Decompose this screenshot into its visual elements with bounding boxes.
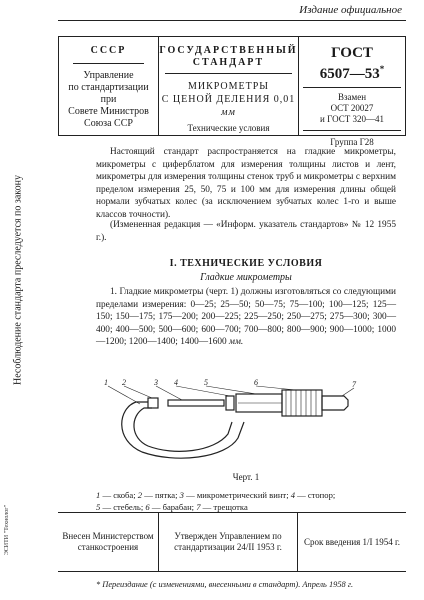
agency-line: по стандартизации — [68, 82, 149, 93]
header-middle-cell — [159, 37, 299, 135]
intro-paragraph: Настоящий стандарт распространяется на гладкие микрометры, микрометры с циферблатом для измерения толщины листов и лент, микрометры для измерения толщины стенок труб и микрометры с верхним пределом измерения 25, 50, 75 и 100 мм для измерения длины общей нормали зубчатых колес (за исключением зубчатых колес 1-го и выше классов точности). — [96, 147, 396, 220]
edition-note: Издание официальное — [299, 4, 402, 16]
divider — [165, 73, 292, 74]
gost-number: 6507—53* — [319, 64, 385, 82]
agency-line: Совете Министров — [68, 106, 149, 117]
figure-label-5: 5 — [204, 378, 208, 387]
section-title: I. ТЕХНИЧЕСКИЕ УСЛОВИЯ — [169, 258, 323, 269]
figure-label-3: 3 — [154, 378, 158, 387]
approved-by: Утвержден Управлением по стандартизации 24/II 1953 г. — [158, 513, 298, 571]
figure-label-4: 4 — [174, 378, 178, 387]
country-label: СССР — [90, 45, 127, 56]
header-table — [58, 36, 406, 147]
document-title: МИКРОМЕТРЫ С ЦЕНОЙ ДЕЛЕНИЯ 0,01 мм — [161, 81, 296, 118]
divider — [303, 87, 401, 88]
agency-line: Управление — [83, 70, 134, 81]
micrometer-drawing — [96, 378, 396, 464]
subsection-title: Гладкие микрометры — [200, 272, 292, 283]
anvil-shape — [148, 398, 158, 408]
effective-date: Срок введения 1/I 1954 г. — [304, 536, 400, 547]
ratchet-shape — [322, 396, 348, 410]
standard-type: ГОСУДАРСТВЕННЫЙ СТАНДАРТ — [159, 45, 298, 68]
document-subtitle: Технические условия — [187, 123, 270, 133]
agency-line: при — [100, 94, 117, 105]
figure-label-2: 2 — [122, 378, 126, 387]
bottom-table — [58, 512, 406, 572]
figure-label-7: 7 — [352, 380, 356, 389]
figure-label-1: 1 — [104, 378, 108, 387]
lock-shape — [226, 396, 234, 410]
figure-label-6: 6 — [254, 378, 258, 387]
header-left-cell — [59, 37, 159, 135]
figure-legend: 1 — скоба; 2 — пятка; 3 — микрометрический винт; 4 — стопор; 5 — стебель; 6 — барабан; 7 — трещотка — [96, 490, 336, 512]
divider — [303, 130, 401, 131]
side-note: Несоблюдение стандарта преследуется по закону — [12, 175, 24, 385]
header-right-cell — [299, 37, 405, 147]
footnote: * Переиздание (с изменениями, внесенными в стандарт). Апрель 1958 г. — [96, 580, 354, 589]
replaces-block: Взамен ОСТ 20027 и ГОСТ 320—41 — [320, 92, 384, 124]
agency-line: Союза ССР — [84, 118, 133, 129]
frame-inner — [134, 408, 232, 451]
spindle-shape — [168, 400, 224, 406]
gost-word: ГОСТ — [331, 45, 373, 61]
top-rule — [58, 20, 406, 21]
figure-caption: Черт. 1 — [232, 472, 260, 482]
amendment-paragraph: (Измененная редакция — «Информ. указатель стандартов» № 12 1955 г.). — [96, 220, 396, 243]
introduced-by: Внесен Министерством станкостроения — [62, 531, 154, 552]
group-code: Группа Г28 — [330, 137, 374, 147]
clause-1-paragraph: 1. Гладкие микрометры (черт. 1) должны изготовляться со следующими пределами измерения: 0—25; 25—50; 50—75; 75—100; 100—125; 125—150; 150—175; 175—200; 200—225; 225—250; 250—275; 275—300; 300—400; 400—500; 500—600; 600—700; 700—800; 800—900; 900—1000; 1000—1200; 1200—1400; 1400—1600 мм. — [96, 287, 396, 348]
side-small-note: ЭСИТИ "Технолог" — [4, 504, 10, 556]
divider — [73, 63, 144, 64]
